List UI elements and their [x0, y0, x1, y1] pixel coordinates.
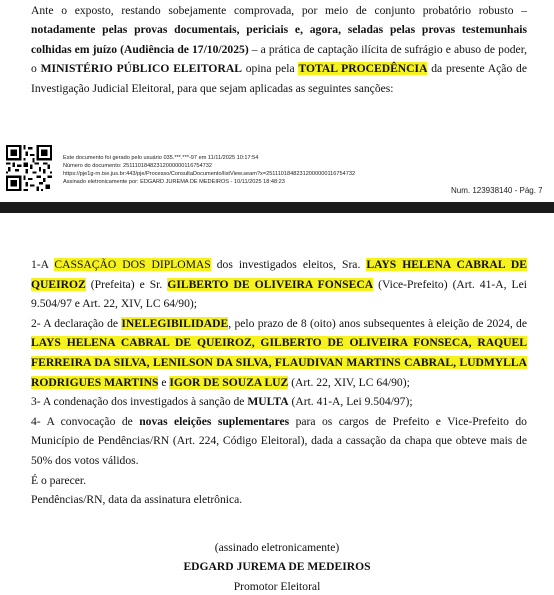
closing-paragraph [31, 1, 527, 98]
text: opina pela [241, 62, 299, 76]
highlighted-text: CASSAÇÃO DOS DIPLOMAS [54, 258, 211, 271]
parecer-line: É o parecer. [31, 473, 87, 487]
text: 1-A [31, 258, 55, 271]
text: dos investigados eleitos, Sra. [210, 258, 367, 271]
text: da presente Ação de Investigação Judicial Eleitoral, para que sejam aplicadas as seguintes sanções: [31, 62, 527, 95]
bold-text: MULTA [247, 395, 289, 409]
highlighted-name: GILBERTO DE OLIVEIRA FONSECA [167, 277, 374, 291]
qr-code-icon [6, 145, 52, 191]
institution-name: MINISTÉRIO PÚBLICO ELEITORAL [40, 62, 242, 76]
document-url-line: https://pje1g-rn.tse.jus.br:443/pje/Processo/ConsultaDocumento/listView.seam?x=25111018482312000000116754732 [63, 171, 356, 177]
sanctions-list [31, 255, 527, 510]
document-number-line: Número do documento: 25111018482312000000116754732 [63, 163, 212, 169]
sanction-item-3 [31, 392, 527, 412]
page-footer [0, 141, 554, 202]
bold-text: novas eleições suplementares [139, 414, 290, 428]
signed-by-line: Assinado eletronicamente por: EDGARD JUREMA DE MEDEIROS - 10/11/2025 18:48:23 [63, 179, 285, 185]
highlighted-name: LAYS HELENA CABRAL DE QUEIROZ [31, 258, 527, 291]
text: (Prefeita) e Sr. [85, 277, 168, 291]
page-number: Num. 123938140 - Pág. 7 [451, 186, 543, 195]
generated-by-line: Este documento foi gerado pelo usuário 035.***.***-97 em 11/11/2025 10:17:54 [63, 155, 259, 161]
text: 2- A declaração de [31, 316, 122, 330]
sanction-item-1 [31, 255, 527, 314]
location-date-line: Pendências/RN, data da assinatura eletrônica. [31, 493, 243, 507]
page-break [0, 202, 554, 213]
text: 4- A convocação de [31, 414, 140, 428]
bold-text: notadamente pelas provas documentais, periciais e, agora, seladas pelas provas testemunhais colhidas em juízo (Audiência de 17/10/2025) [31, 23, 527, 56]
highlighted-names: LAYS HELENA CABRAL DE QUEIROZ, GILBERTO DE OLIVEIRA FONSECA, RAQUEL FERREIRA DA SILVA, LENILSON DA SILVA, FLAUDIVAN MARTINS CABRAL, LUDMYLLA RODRIGUES MARTINS [31, 336, 527, 389]
text: – a prática de captação ilícita de sufrágio e abuso de poder, o [31, 42, 527, 76]
text: Ante o exposto, restando sobejamente comprovada, por meio de conjunto probatório robusto – [31, 4, 527, 17]
highlighted-request: TOTAL PROCEDÊNCIA [298, 62, 428, 76]
text: (Vice-Prefeito) (Art. 41-A, Lei 9.504/97 e Art. 22, XIV, LC 64/90); [31, 277, 527, 311]
text: (Art. 41-A, Lei 9.504/97); [288, 395, 413, 409]
sanction-item-4 [31, 412, 527, 471]
sanction-item-2 [31, 314, 527, 392]
signature-note: (assinado eletronicamente) [214, 541, 340, 554]
text: e [158, 375, 170, 389]
document-metadata [63, 154, 355, 186]
signer-role: Promotor Eleitoral [233, 580, 321, 593]
text: para os cargos de Prefeito e Vice-Prefeito do Município de Pendências/RN (Art. 224, Código Eleitoral), dada a cassação da chapa que obteve mais de 50% dos votos válidos. [31, 414, 527, 467]
text: (Art. 22, XIV, LC 64/90); [288, 375, 410, 389]
highlighted-name: IGOR DE SOUZA LUZ [169, 375, 289, 389]
highlighted-text: INELEGIBILIDADE [121, 316, 229, 330]
signer-name: EDGARD JUREMA DE MEDEIROS [183, 560, 371, 573]
text: , pelo prazo de 8 (oito) anos subsequentes à eleição de 2024, de [228, 316, 527, 330]
text: 3- A condenação dos investigados à sanção de [31, 395, 248, 409]
